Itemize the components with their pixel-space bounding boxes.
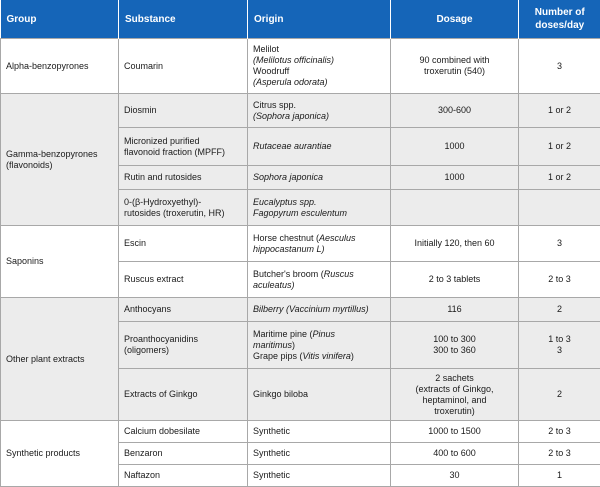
group-cell-saponins: Saponins [1, 226, 119, 298]
origin-cell: Synthetic [248, 421, 391, 443]
group-cell-alpha: Alpha-benzopyrones [1, 39, 119, 94]
doses-cell: 1 or 2 [519, 128, 600, 166]
substance-cell: Calcium dobesilate [119, 421, 248, 443]
group-cell-synthetic: Synthetic products [1, 421, 119, 487]
doses-cell: 2 to 3 [519, 421, 600, 443]
header-doses-per-day: Number of doses/day [519, 0, 600, 39]
doses-cell: 3 [519, 226, 600, 262]
table-row [1, 298, 600, 322]
dosage-cell: 116 [391, 298, 519, 322]
doses-cell: 3 [519, 39, 600, 94]
origin-cell: Bilberry (Vaccinium myrtillus) [248, 298, 391, 322]
origin-cell: Synthetic [248, 465, 391, 487]
origin-cell: Maritime pine (Pinus maritimus) Grape pips (Vitis vinifera) [248, 322, 391, 369]
origin-cell: Ginkgo biloba [248, 369, 391, 421]
origin-cell: Eucalyptus spp. Fagopyrum esculentum [248, 190, 391, 226]
substance-cell: Micronized purified flavonoid fraction (MPFF) [119, 128, 248, 166]
header-group: Group [1, 0, 119, 39]
table-row [1, 94, 600, 128]
table-header [1, 0, 600, 39]
dosage-cell: 1000 [391, 128, 519, 166]
dosage-cell: Initially 120, then 60 [391, 226, 519, 262]
dosage-cell: 1000 to 1500 [391, 421, 519, 443]
doses-cell [519, 190, 600, 226]
group-cell-gamma: Gamma-benzopyrones (flavonoids) [1, 94, 119, 226]
substance-cell: Rutin and rutosides [119, 166, 248, 190]
origin-cell: Butcher's broom (Ruscus aculeatus) [248, 262, 391, 298]
doses-cell: 2 [519, 369, 600, 421]
table-row [1, 226, 600, 262]
doses-cell: 1 to 3 3 [519, 322, 600, 369]
origin-cell: Horse chestnut (Aesculus hippocastanum L) [248, 226, 391, 262]
header-dosage: Dosage [391, 0, 519, 39]
substance-cell: Proanthocyanidins (oligomers) [119, 322, 248, 369]
table-row [1, 421, 600, 443]
origin-cell: Melilot (Melilotus officinalis) Woodruff (Asperula odorata) [248, 39, 391, 94]
doses-cell: 2 to 3 [519, 262, 600, 298]
origin-cell: Synthetic [248, 443, 391, 465]
dosage-cell: 100 to 300 300 to 360 [391, 322, 519, 369]
table-row [1, 39, 600, 94]
header-origin: Origin [248, 0, 391, 39]
header-substance: Substance [119, 0, 248, 39]
substance-cell: Escin [119, 226, 248, 262]
substance-cell: Diosmin [119, 94, 248, 128]
dosage-cell: 300-600 [391, 94, 519, 128]
doses-cell: 2 to 3 [519, 443, 600, 465]
group-cell-other: Other plant extracts [1, 298, 119, 421]
doses-cell: 1 or 2 [519, 166, 600, 190]
dosage-cell: 2 to 3 tablets [391, 262, 519, 298]
substance-cell: Coumarin [119, 39, 248, 94]
doses-cell: 1 or 2 [519, 94, 600, 128]
substance-cell: Benzaron [119, 443, 248, 465]
substance-cell: Naftazon [119, 465, 248, 487]
origin-cell: Citrus spp. (Sophora japonica) [248, 94, 391, 128]
substance-cell: Extracts of Ginkgo [119, 369, 248, 421]
substance-cell: Ruscus extract [119, 262, 248, 298]
dosage-cell: 90 combined with troxerutin (540) [391, 39, 519, 94]
dosage-cell: 1000 [391, 166, 519, 190]
dosage-cell [391, 190, 519, 226]
substance-cell: 0-(β-Hydroxyethyl)- rutosides (troxerutin, HR) [119, 190, 248, 226]
origin-cell: Rutaceae aurantiae [248, 128, 391, 166]
dosage-cell: 2 sachets (extracts of Ginkgo, heptaminol, and troxerutin) [391, 369, 519, 421]
doses-cell: 2 [519, 298, 600, 322]
origin-cell: Sophora japonica [248, 166, 391, 190]
substance-cell: Anthocyans [119, 298, 248, 322]
doses-cell: 1 [519, 465, 600, 487]
dosage-cell: 400 to 600 [391, 443, 519, 465]
dosage-cell: 30 [391, 465, 519, 487]
